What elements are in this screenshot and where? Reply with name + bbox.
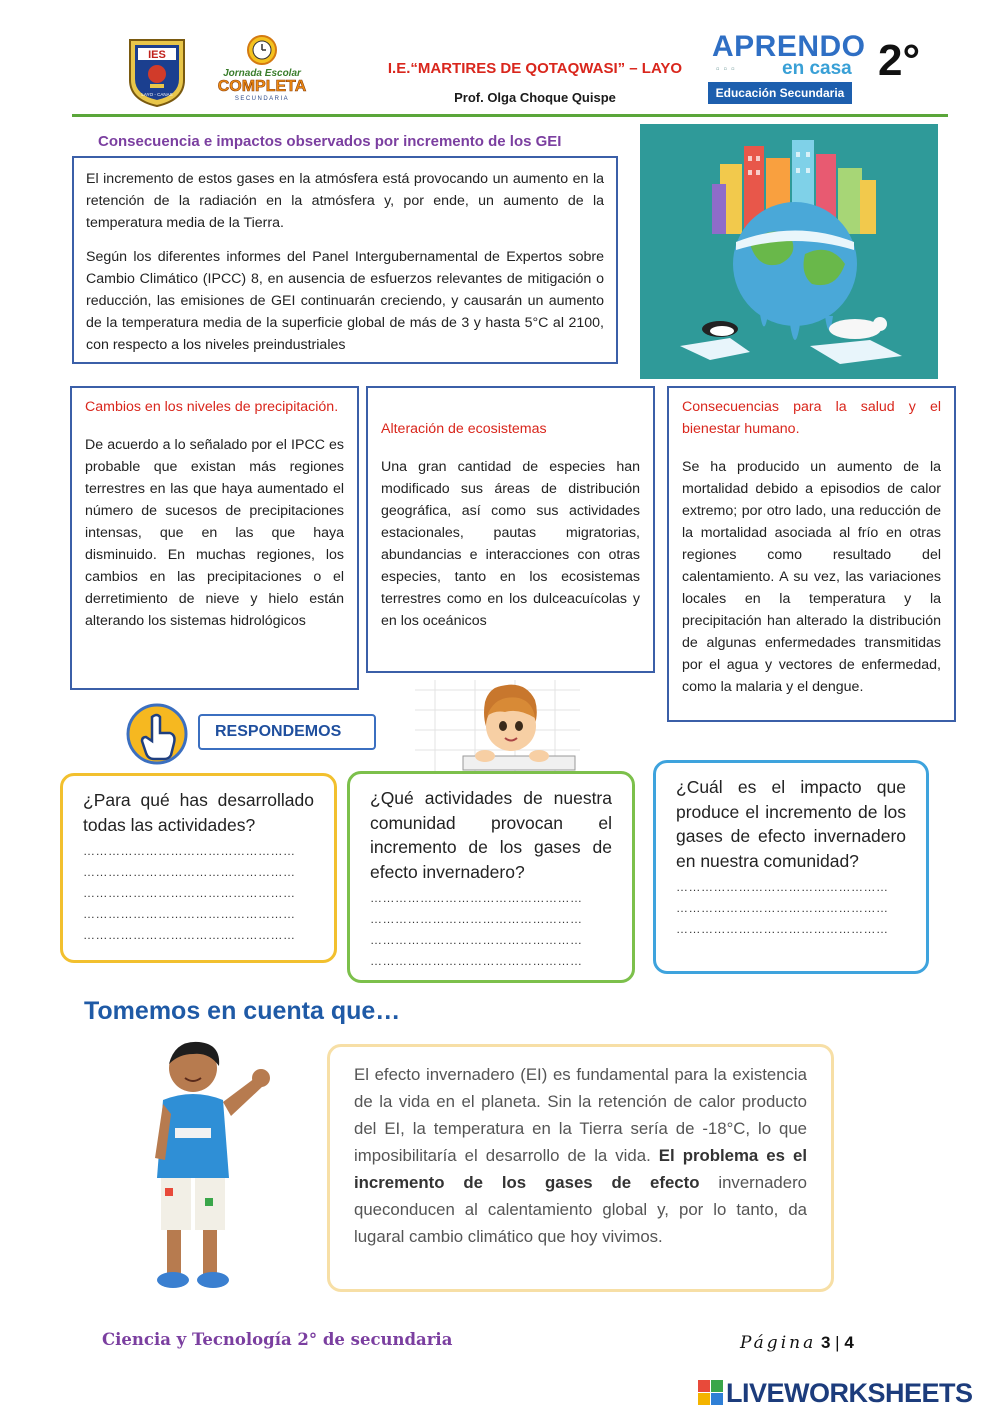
intro-text-box — [72, 156, 618, 364]
answer-line[interactable]: …………………………………………… — [676, 880, 889, 894]
answer-line[interactable]: …………………………………………… — [83, 907, 296, 921]
jornada-line2: COMPLETA — [217, 78, 307, 95]
question-2-text: ¿Qué actividades de nuestra comunidad provocan el incremento de los gases de efecto invernadero? — [370, 788, 612, 882]
peeking-kid-illustration — [415, 680, 580, 774]
question-card-2 — [347, 771, 635, 983]
ecosystems-title: Alteración de ecosistemas — [381, 421, 547, 437]
melting-earth-illustration — [640, 124, 938, 379]
precipitation-box — [70, 386, 359, 690]
aprendo-title: APRENDO — [712, 30, 866, 63]
answer-line[interactable]: …………………………………………… — [370, 912, 583, 926]
school-crest-logo — [126, 36, 188, 108]
answer-line[interactable]: …………………………………………… — [370, 891, 583, 905]
answer-line[interactable]: …………………………………………… — [676, 922, 889, 936]
aprendo-subtitle: en casa — [782, 58, 852, 79]
question-card-1 — [60, 773, 337, 963]
section-title: Consecuencia e impactos observados por incremento de los GEI — [98, 133, 562, 150]
page-current: 3 — [820, 1333, 831, 1352]
footer-subject: Ciencia y Tecnología 2° de secundaria — [102, 1330, 453, 1349]
answer-line[interactable]: …………………………………………… — [83, 844, 296, 858]
aprendo-band: Educación Secundaria — [708, 82, 852, 104]
aprendo-en-casa-logo — [708, 30, 866, 106]
liveworksheets-logo[interactable] — [698, 1378, 994, 1408]
header-divider — [72, 114, 948, 117]
respondemos-label: RESPONDEMOS — [198, 714, 376, 750]
health-title: Consecuencias para la salud y el bienestar humano. — [682, 399, 941, 437]
health-box — [667, 386, 956, 722]
answer-line[interactable]: …………………………………………… — [83, 886, 296, 900]
page-total: 4 — [844, 1333, 854, 1352]
waving-boy-illustration — [135, 1038, 285, 1294]
question-3-text: ¿Cuál es el impacto que produce el incremento de los gases de efecto invernadero en nuestra comunidad? — [676, 777, 906, 871]
note-text-1: El efecto invernadero (EI) es fundamental para la existencia de la vida en el planeta. Sin la retención de calor producto del EI, la temperatura en la Tierra sería de -18°C, lo que imposibilitaría el desarrollo de la vida. — [354, 1065, 807, 1165]
liveworksheets-brand: LIVEWORKSHEETS — [726, 1378, 973, 1408]
answer-line[interactable]: …………………………………………… — [83, 928, 296, 942]
aprendo-dots-decoration: ▫▫▫ — [716, 64, 739, 75]
answer-line[interactable]: …………………………………………… — [370, 933, 583, 947]
jornada-line1: Jornada Escolar — [223, 68, 301, 79]
teacher-name: Prof. Olga Choque Quispe — [454, 90, 616, 105]
page-word: Página — [740, 1333, 817, 1353]
jornada-line3: SECUNDARIA — [234, 96, 290, 102]
answer-line[interactable]: …………………………………………… — [370, 954, 583, 968]
pointing-hand-icon — [124, 703, 190, 765]
question-3-answer-lines[interactable] — [676, 877, 906, 940]
page-separator: | — [835, 1333, 840, 1352]
ecosystems-body: Una gran cantidad de especies han modificado sus áreas de distribución geográfica, así como sus actividades estacionales, pautas migratorias, abundancias e interacciones con otras especies, tanto en los ecosistemas terrestres como en los dulceacuícolas y en los oceánicos — [381, 459, 640, 629]
question-2-answer-lines[interactable] — [370, 888, 612, 972]
page-indicator — [740, 1333, 854, 1353]
note-text-bold: El problema es el incremento de los gases de efecto — [354, 1146, 807, 1192]
grade-label: 2° — [878, 36, 921, 85]
question-1-text: ¿Para qué has desarrollado todas las actividades? — [83, 790, 314, 835]
answer-line[interactable]: …………………………………………… — [83, 865, 296, 879]
liveworksheets-icon — [698, 1378, 724, 1406]
intro-paragraph-2: Según los diferentes informes del Panel Intergubernamental de Expertos sobre Cambio Climático (IPCC) 8, en ausencia de esfuerzos relevantes de mitigación o reducción, las emisiones de GEI continuarán creciendo, y causarán un aumento de la temperatura media de la superficie global de más de 3 y hasta 5°C al 2100, con respecto a los niveles preindustriales — [86, 249, 604, 353]
tomemos-heading: Tomemos en cuenta que… — [84, 997, 401, 1025]
crest-letters: IES — [148, 49, 166, 61]
intro-paragraph-1: El incremento de estos gases en la atmósfera está provocando un aumento en la retención de la radiación en la atmósfera y, por ende, un aumento de la temperatura media de la Tierra. — [86, 171, 604, 231]
question-1-answer-lines[interactable] — [83, 841, 314, 946]
ecosystems-box — [366, 386, 655, 673]
answer-line[interactable]: …………………………………………… — [676, 901, 889, 915]
precipitation-body: De acuerdo a lo señalado por el IPCC es probable que existan más regiones terrestres en las que haya aumentado el número de sucesos de precipitaciones intensas, que en las que haya disminuido. En muchas regiones, los cambios en las precipitaciones o el derretimiento de nieve y hielo están alterando los sistemas hidrológicos — [85, 437, 344, 629]
greenhouse-note-box — [327, 1044, 834, 1292]
crest-caption: LAYO - CANAS — [141, 92, 173, 97]
question-card-3 — [653, 760, 929, 974]
jornada-completa-logo — [208, 32, 316, 104]
precipitation-title: Cambios en los niveles de precipitación. — [85, 399, 339, 415]
note-text-2: invernadero queconducen al calentamiento global y, por lo tanto, da lugaral cambio climático que hoy vivimos. — [354, 1173, 807, 1246]
school-name: I.E.“MARTIRES DE QOTAQWASI” – LAYO — [387, 60, 683, 77]
health-body: Se ha producido un aumento de la mortalidad debido a episodios de calor extremo; por otro lado, una reducción de la mortalidad asociada al frío en otras regiones como resultado del calentamiento. A su vez, las variaciones locales en la temperatura y la precipitación han alterado la distribución de algunas enfermedades transmitidas por el agua y vectores de enfermedad, como la malaria y el dengue. — [682, 459, 941, 695]
